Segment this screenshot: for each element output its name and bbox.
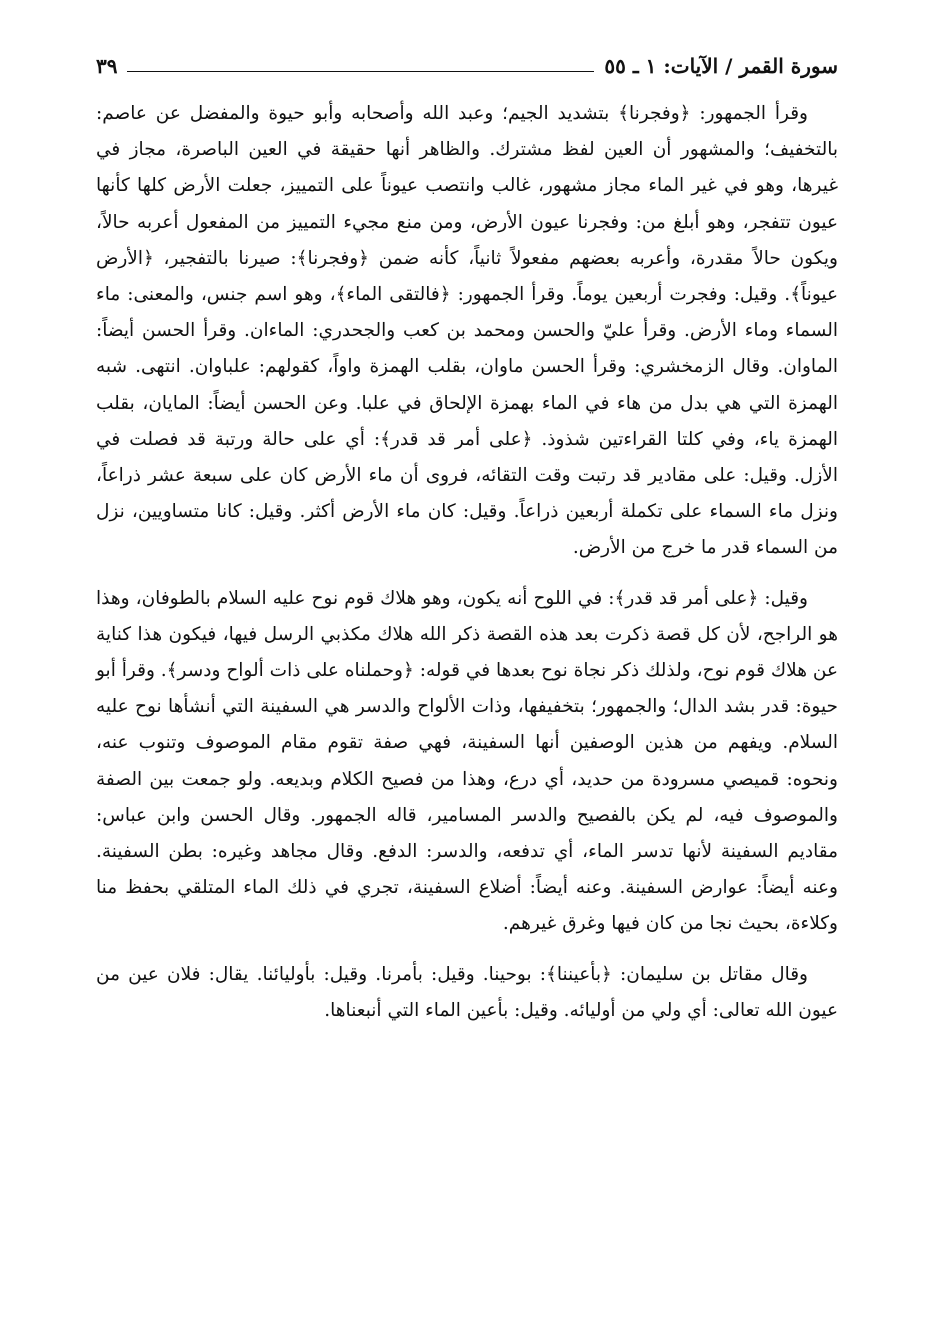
book-page <box>96 44 838 1029</box>
chapter-title: سورة القمر / الآيات: ١ ـ ٥٥ <box>604 54 838 78</box>
page-body <box>96 96 838 1029</box>
header-rule <box>127 71 594 72</box>
page-number: ٣٩ <box>96 54 118 78</box>
running-header <box>96 44 838 78</box>
paragraph: وقرأ الجمهور: ﴿وفجرنا﴾ بتشديد الجيم؛ وعبد الله وأصحابه وأبو حيوة والمفضل عن عاصم: بالتخفيف؛ والمشهور أن العين لفظ مشترك. والظاهر أنها حقيقة في العين الباصرة، مجاز في غيرها، وهو في غير الماء مجاز مشهور، غالب وانتصب عيوناً على التمييز، جعلت الأرض كلها كأنها عيون تتفجر، وهو أبلغ من: وفجرنا عيون الأرض، ومن منع مجيء التمييز من المفعول أعربه حالاً، ويكون حالاً مقدرة، وأعربه بعضهم مفعولاً ثانياً، كأنه ضمن ﴿وفجرنا﴾: صيرنا بالتفجير، ﴿الأرض عيوناً﴾. وقيل: وفجرت أربعين يوماً. وقرأ الجمهور: ﴿فالتقى الماء﴾، وهو اسم جنس، والمعنى: ماء السماء وماء الأرض. وقرأ عليّ والحسن ومحمد بن كعب والجحدري: الماءان. وقرأ الحسن أيضاً: الماوان. وقال الزمخشري: وقرأ الحسن ماوان، بقلب الهمزة واواً، كقولهم: علباوان. انتهى. شبه الهمزة التي هي بدل من هاء في الماء بهمزة الإلحاق في علبا. وعن الحسن أيضاً: المايان، بقلب الهمزة ياء، وفي كلتا القراءتين شذوذ. ﴿على أمر قد قدر﴾: أي على حالة ورتبة قد فصلت في الأزل. وقيل: على مقادير قد رتبت وقت التقائه، فروى أن ماء الأرض كان على سبعة عشر ذراعاً، ونزل ماء السماء على تكملة أربعين ذراعاً. وقيل: كان ماء الأرض أكثر. وقيل: كانا متساويين، نزل من السماء قدر ما خرج من الأرض. <box>96 103 838 559</box>
paragraph: وقال مقاتل بن سليمان: ﴿بأعيننا﴾: بوحينا. وقيل: بأمرنا. وقيل: بأوليائنا. يقال: فلان عين من عيون الله تعالى: أي ولي من أوليائه. وقيل: بأعين الماء التي أنبعناها. <box>96 963 838 1021</box>
paragraph: وقيل: ﴿على أمر قد قدر﴾: في اللوح أنه يكون، وهو هلاك قوم نوح عليه السلام بالطوفان، وهذا هو الراجح، لأن كل قصة ذكرت بعد هذه القصة ذكر الله هلاك مكذبي الرسل فيها، فيكون هذا كناية عن هلاك قوم نوح، ولذلك ذكر نجاة نوح بعدها في قوله: ﴿وحملناه على ذات ألواح ودسر﴾. وقرأ أبو حيوة: قدر بشد الدال؛ والجمهور؛ بتخفيفها، وذات الألواح والدسر هي السفينة التي أنشأها نوح عليه السلام. ويفهم من هذين الوصفين أنها السفينة، فهي صفة تقوم مقام الموصوف وتنوب عنه، ونحوه: قميصي مسرودة من حديد، أي درع، وهذا من فصيح الكلام وبديعه. ولو جمعت بين الصفة والموصوف فيه، لم يكن بالفصيح والدسر المسامير، قاله الجمهور. وقال الحسن وابن عباس: مقاديم السفينة لأنها تدسر الماء، أي تدفعه، والدسر: الدفع. وقال مجاهد وغيره: بطن السفينة. وعنه أيضاً: عوارض السفينة. وعنه أيضاً: أضلاع السفينة، تجري في ذلك الماء المتلقي بحفظ منا وكلاءة، بحيث نجا من كان فيها وغرق غيرهم. <box>96 587 838 935</box>
